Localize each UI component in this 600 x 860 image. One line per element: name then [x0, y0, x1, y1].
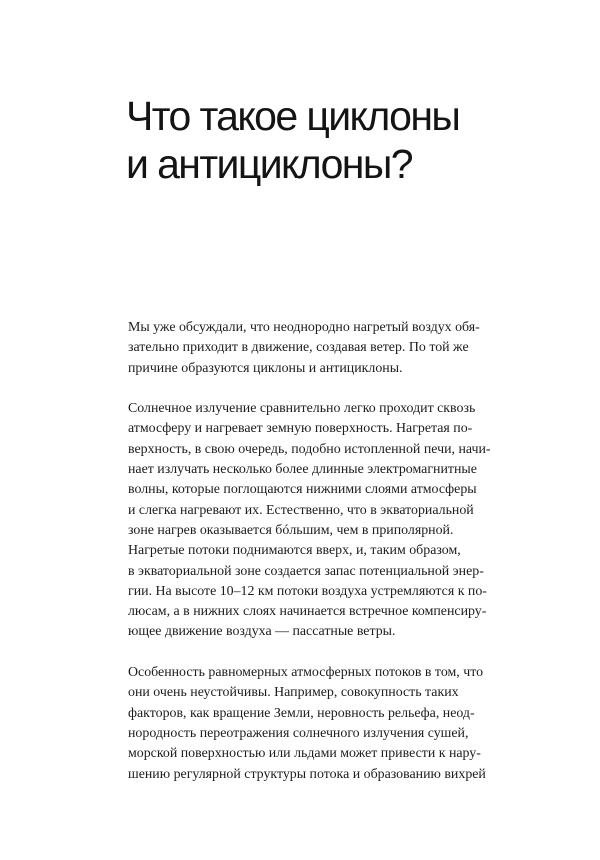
text-line: и слегка нагревают их. Естественно, что в экваториальной [128, 502, 474, 518]
text-line: люсам, а в нижних слоях начинается встречное компенсиру- [128, 604, 487, 620]
text-line: нородность переотражения солнечного излучения сушей, [128, 725, 469, 741]
text-line: Мы уже обсуждали, что неоднородно нагретый воздух обя- [128, 320, 480, 335]
text-line: зоне нагрев оказывается бóльшим, чем в приполярной. [128, 522, 454, 538]
text-line: ющее движение воздуха — пассатные ветры. [128, 624, 396, 640]
text-line: верхность, в свою очередь, подобно истопленной печи, начи- [128, 441, 491, 457]
paragraph-1 [128, 318, 538, 379]
text-line: волны, которые поглощаются нижними слоями атмосферы [128, 482, 477, 498]
text-line: гии. На высоте 10–12 км потоки воздуха устремляются к по- [128, 583, 487, 599]
text-line: морской поверхностью или льдами может привести к нару- [128, 746, 481, 762]
chapter-title-line: и антициклоны? [126, 141, 412, 187]
body-text [128, 318, 538, 805]
chapter-title [126, 92, 566, 188]
text-line: нает излучать несколько более длинные электромагнитные [128, 462, 477, 478]
text-line: они очень неустойчивы. Например, совокупность таких [128, 685, 459, 701]
text-line: Солнечное излучение сравнительно легко проходит сквозь [128, 401, 476, 417]
text-line: атмосферу и нагревает земную поверхность. Нагретая по- [128, 421, 473, 437]
chapter-title-line: Что такое циклоны [126, 93, 460, 139]
text-line: Особенность равномерных атмосферных потоков в том, что [128, 665, 484, 681]
text-line: зательно приходит в движение, создавая ветер. По той же [128, 340, 469, 356]
paragraph-2 [128, 399, 538, 643]
text-line: Нагретые потоки поднимаются вверх, и, таким образом, [128, 543, 461, 559]
text-line: причине образуются циклоны и антициклоны. [128, 360, 403, 376]
paragraph-3 [128, 663, 538, 785]
text-line: в экваториальной зоне создается запас потенциальной энер- [128, 563, 484, 579]
text-line: шению регулярной структуры потока и образованию вихрей [128, 766, 486, 782]
text-line: факторов, как вращение Земли, неровность рельефа, неод- [128, 705, 475, 721]
